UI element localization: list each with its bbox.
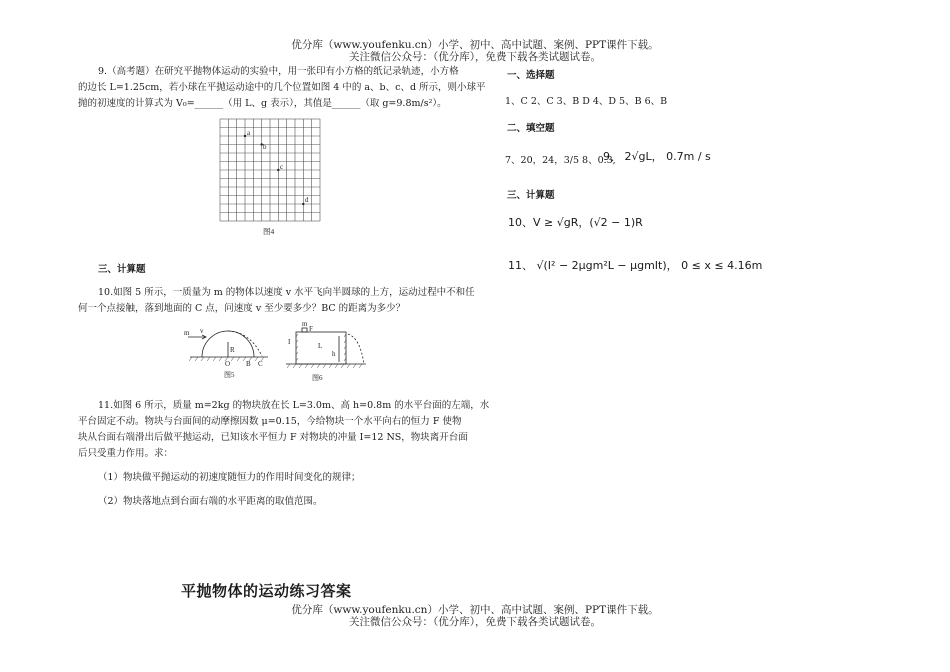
answers-s2-formula: 9、 2√gL， 0.7m / s [603, 150, 711, 163]
figure-5 [180, 322, 272, 380]
figure-4-grid [219, 118, 323, 240]
footer-line-2: 关注微信公众号：（优分库），免费下载各类试题试卷。 [349, 616, 601, 628]
q11-sub-1: （1）物块做平抛运动的初速度随恒力的作用时间变化的规律； [98, 472, 361, 483]
fig5-label-O: O [225, 360, 231, 368]
fig5-label-C: C [258, 360, 263, 368]
fig6-label-m: m [302, 322, 308, 328]
point-a [244, 135, 246, 137]
footer-line-1: 优分库（www.youfenku.cn）小学、初中、高中试题、案例、PPT课件下载。 [291, 604, 659, 616]
answers-s2-title: 二、填空题 [507, 123, 555, 134]
fig6-label-h: h [332, 350, 336, 358]
fig5-label-B: B [246, 360, 251, 368]
answers-s3-title: 三、计算题 [507, 190, 555, 201]
fig6-label-F: F [309, 325, 313, 333]
figure-6-label: 图6 [312, 374, 323, 382]
answers-s1-title: 一、选择题 [507, 70, 555, 81]
section-3-title: 三、计算题 [98, 264, 146, 275]
answer-10: 10、V ≥ √gR，(√2 − 1)R [508, 216, 643, 229]
header-line-1: 优分库（www.youfenku.cn）小学、初中、高中试题、案例、PPT课件下载。 [291, 39, 659, 51]
label-c: c [280, 163, 284, 171]
figure-5-label: 图5 [224, 371, 235, 379]
q11-line-3: 块从台面右端滑出后做平抛运动，已知该水平恒力 F 对物块的冲量 I=12 NS，物块离开台面 [78, 432, 468, 443]
figure-4-label: 图4 [263, 227, 275, 236]
q11-sub-2: （2）物块落地点到台面右端的水平距离的取值范围。 [98, 496, 323, 507]
fig6-label-L: L [318, 342, 323, 350]
answer-11: 11、 √(I² − 2μgm²L − μgmIt)， 0 ≤ x ≤ 4.16m [508, 259, 763, 272]
answers-s2-text: 7、20，24，3/5 8、0.3, [505, 155, 616, 166]
label-d: d [305, 196, 309, 204]
q9-line-1: 9.（高考题）在研究平抛物体运动的实验中，用一张印有小方格的纸记录轨迹，小方格 [98, 66, 459, 77]
q10-line-1: 10.如图 5 所示，一质量为 m 的物体以速度 v 水平飞向半圆球的上方，运动过程中不和任 [98, 287, 475, 298]
q11-line-2: 平台固定不动。物块与台面间的动摩擦因数 μ=0.15，今给物块一个水平向右的恒力 F 使物 [78, 416, 462, 427]
label-b: b [263, 143, 267, 151]
fig5-label-R: R [230, 346, 235, 354]
answer-title: 平抛物体的运动练习答案 [181, 582, 352, 600]
fig5-label-v: v [200, 327, 204, 335]
q10-line-2: 何一个点接触，落到地面的 C 点，问速度 v 至少要多少？BC 的距离为多少？ [78, 303, 406, 314]
fig5-label-m: m [184, 329, 190, 337]
fig6-label-I: I [288, 338, 291, 346]
q11-line-4: 后只受重力作用。求： [78, 448, 174, 459]
q11-line-1: 11.如图 6 所示，质量 m=2kg 的物块放在长 L=3.0m、高 h=0.8m 的水平台面的左端，水 [98, 400, 490, 411]
label-a: a [247, 129, 251, 137]
header-line-2: 关注微信公众号：（优分库），免费下载各类试题试卷。 [349, 51, 601, 63]
q9-line-3: 抛的初速度的计算式为 V₀=______（用 L、g 表示），其值是______（取 g=9.8m/s²）。 [78, 98, 447, 109]
answers-s1-text: 1、C 2、C 3、B D 4、D 5、B 6、B [505, 96, 668, 107]
figure-6 [282, 322, 372, 384]
q9-line-2: 的边长 L=1.25cm，若小球在平抛运动途中的几个位置如图 4 中的 a、b、c、d 所示，则小球平 [78, 82, 486, 93]
